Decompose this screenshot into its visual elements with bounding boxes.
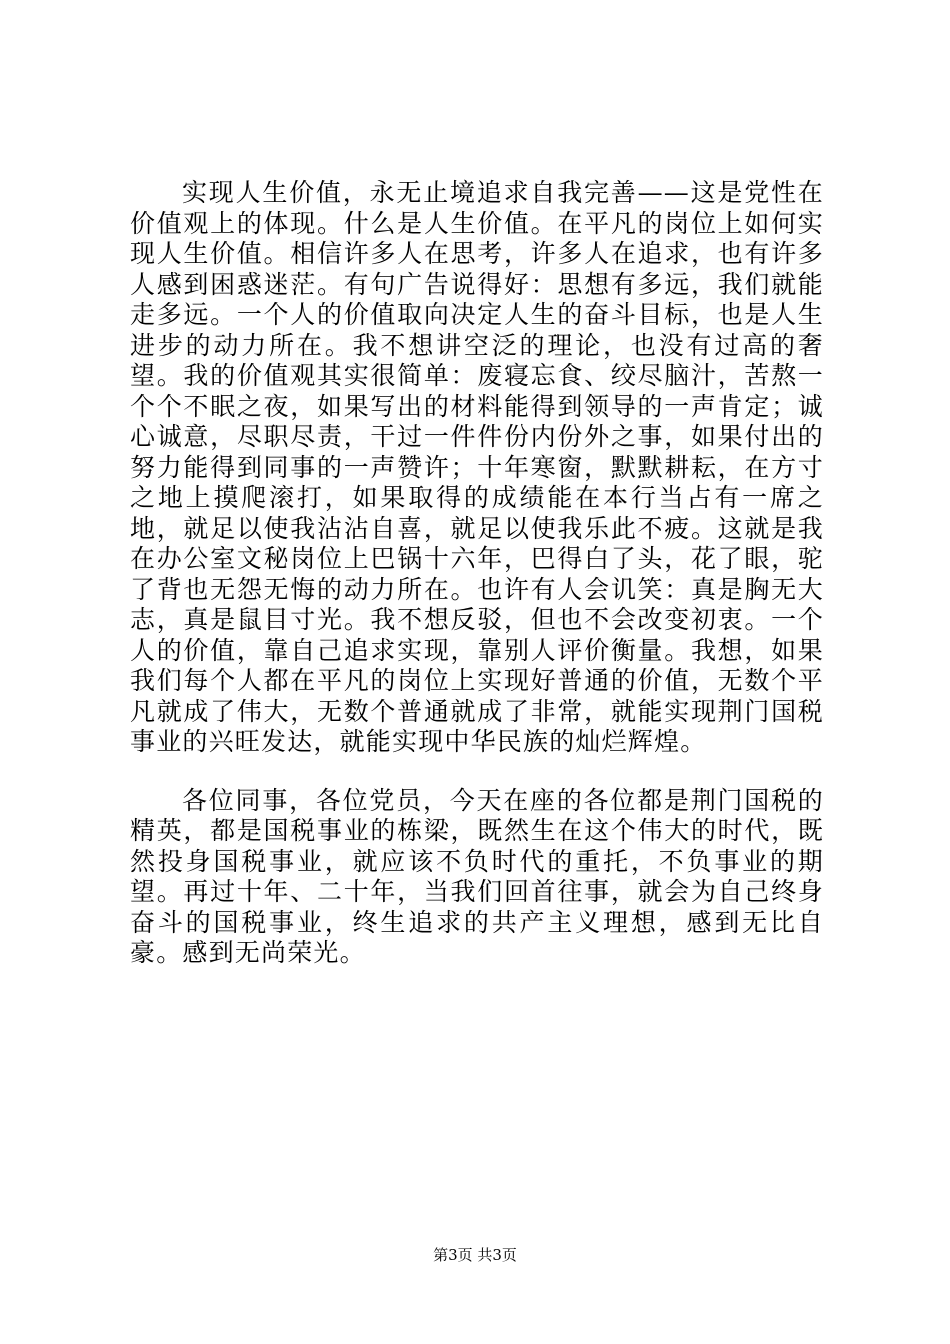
paragraph-1: 实现人生价值，永无止境追求自我完善——这是党性在价值观上的体现。什么是人生价值。在平凡的岗位上如何实现人生价值。相信许多人在思考，许多人在追求，也有许多人感到困惑迷茫。有句广告说得好：思想有多远，我们就能走多远。一个人的价值取向决定人生的奋斗目标，也是人生进步的动力所在。我不想讲空泛的理论，也没有过高的奢望。我的价值观其实很简单：废寝忘食、绞尽脑汁，苦熬一个个不眠之夜，如果写出的材料能得到领导的一声肯定；诚心诚意，尽职尽责，干过一件件份内份外之事，如果付出的努力能得到同事的一声赞许；十年寒窗，默默耕耘，在方寸之地上摸爬滚打，如果取得的成绩能在本行当占有一席之地，就足以使我沾沾自喜，就足以使我乐此不疲。这就是我在办公室文秘岗位上巴锅十六年，巴得白了头，花了眼，驼了背也无怨无悔的动力所在。也许有人会讥笑：真是胸无大志，真是鼠目寸光。我不想反驳，但也不会改变初衷。一个人的价值，靠自己追求实现，靠别人评价衡量。我想，如果我们每个人都在平凡的岗位上实现好普通的价值，无数个平凡就成了伟大，无数个普通就成了非常，就能实现荆门国税事业的兴旺发达，就能实现中华民族的灿烂辉煌。 — [130, 178, 824, 756]
page-number-footer: 第3页 共3页 — [433, 1246, 517, 1264]
body-text — [130, 178, 824, 969]
paragraph-2: 各位同事，各位党员，今天在座的各位都是荆门国税的精英，都是国税事业的栋梁，既然生在这个伟大的时代，既然投身国税事业，就应该不负时代的重托，不负事业的期望。再过十年、二十年，当我们回首往事，就会为自己终身奋斗的国税事业，终生追求的共产主义理想，感到无比自豪。感到无尚荣光。 — [130, 785, 824, 967]
